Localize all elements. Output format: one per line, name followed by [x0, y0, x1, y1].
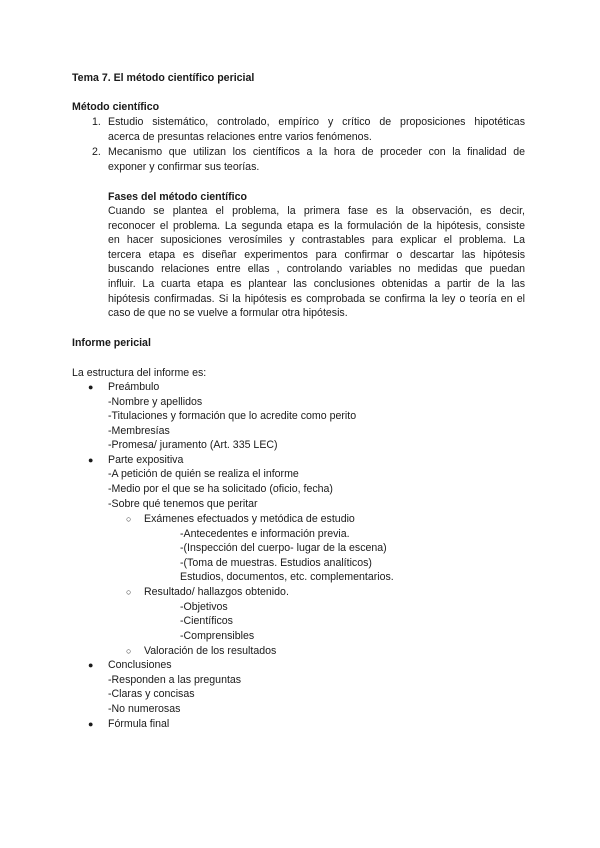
section-heading-metodo: Método científico — [72, 101, 160, 113]
list-item: -Membresías — [108, 425, 170, 437]
text-line: en hacer suposiciones verosímiles y contrastables para explicar el problema. La — [108, 234, 525, 247]
list-item: -Antecedentes e información previa. — [180, 528, 350, 540]
text-line: Mecanismo que utilizan los científicos a la hora de proceder con la finalidad de — [108, 146, 525, 158]
list-item: -Comprensibles — [180, 630, 255, 642]
informe-intro: La estructura del informe es: — [72, 367, 207, 379]
list-item: -A petición de quién se realiza el informe — [108, 468, 299, 480]
text-line: influir. La cuarta etapa es plantear las conclusiones obtenidas a partir de la las — [108, 277, 525, 290]
list-number: 1. — [92, 116, 101, 128]
sub-list-item-examenes: Exámenes efectuados y metódica de estudio — [144, 513, 355, 525]
list-item-conclusiones: Conclusiones — [108, 659, 172, 671]
list-item: -Científicos — [180, 615, 233, 627]
bullet-icon: ● — [88, 719, 94, 729]
list-item-preambulo: Preámbulo — [108, 381, 160, 393]
list-item: -Claras y concisas — [108, 688, 195, 700]
bullet-icon: ● — [88, 455, 94, 465]
list-item: -(Toma de muestras. Estudios analíticos) — [180, 557, 372, 569]
text-line: Estudio sistemático, controlado, empírico y crítico de proposiciones hipotéticas — [108, 116, 525, 128]
subsection-heading-fases: Fases del método científico — [108, 191, 247, 203]
numbered-item — [108, 115, 525, 144]
fases-paragraph — [108, 204, 525, 321]
circle-bullet-icon: ○ — [126, 514, 132, 524]
text-line: acerca de presuntas relaciones entre varios fenómenos. — [108, 130, 372, 143]
list-item: -Objetivos — [180, 601, 228, 613]
numbered-item — [108, 145, 525, 174]
list-item: -Promesa/ juramento (Art. 335 LEC) — [108, 439, 278, 451]
text-line: hipótesis confirmadas. Si la hipótesis es comprobada se confirma la ley o teoría en el — [108, 292, 525, 305]
text-line: exponer y confirmar sus teorías. — [108, 160, 260, 173]
text-line: reconocer el problema. La segunda etapa es la formulación de la hipótesis, consiste — [108, 219, 525, 232]
bullet-icon: ● — [88, 660, 94, 670]
sub-list-item-resultado: Resultado/ hallazgos obtenido. — [144, 586, 289, 598]
sub-list-item-valoracion: Valoración de los resultados — [144, 645, 277, 657]
list-item: -Nombre y apellidos — [108, 396, 203, 408]
circle-bullet-icon: ○ — [126, 646, 132, 656]
bullet-icon: ● — [88, 382, 94, 392]
text-line: buscando relaciones entre ellas , controlando variables no medidas que puedan — [108, 263, 525, 276]
list-item: -Titulaciones y formación que lo acredite como perito — [108, 410, 357, 422]
text-line: caso de que no se vuelve a formular otra hipótesis. — [108, 307, 348, 320]
section-heading-informe: Informe pericial — [72, 337, 151, 349]
list-item: -Sobre qué tenemos que peritar — [108, 498, 258, 510]
list-item-formula-final: Fórmula final — [108, 718, 170, 730]
text-line: tercera etapa es diseñar experimentos para confirmar o descartar las hipótesis — [108, 248, 525, 261]
list-item-parte-expositiva: Parte expositiva — [108, 454, 184, 466]
list-item: -No numerosas — [108, 703, 181, 715]
list-number: 2. — [92, 146, 101, 158]
circle-bullet-icon: ○ — [126, 587, 132, 597]
document-title: Tema 7. El método científico pericial — [72, 72, 255, 84]
list-item: -Responden a las preguntas — [108, 674, 242, 686]
list-item: Estudios, documentos, etc. complementarios. — [180, 571, 394, 583]
text-line: Cuando se plantea el problema, la primera fase es la observación, es decir, — [108, 205, 525, 217]
list-item: -Medio por el que se ha solicitado (oficio, fecha) — [108, 483, 333, 495]
list-item: -(Inspección del cuerpo- lugar de la escena) — [180, 542, 387, 554]
